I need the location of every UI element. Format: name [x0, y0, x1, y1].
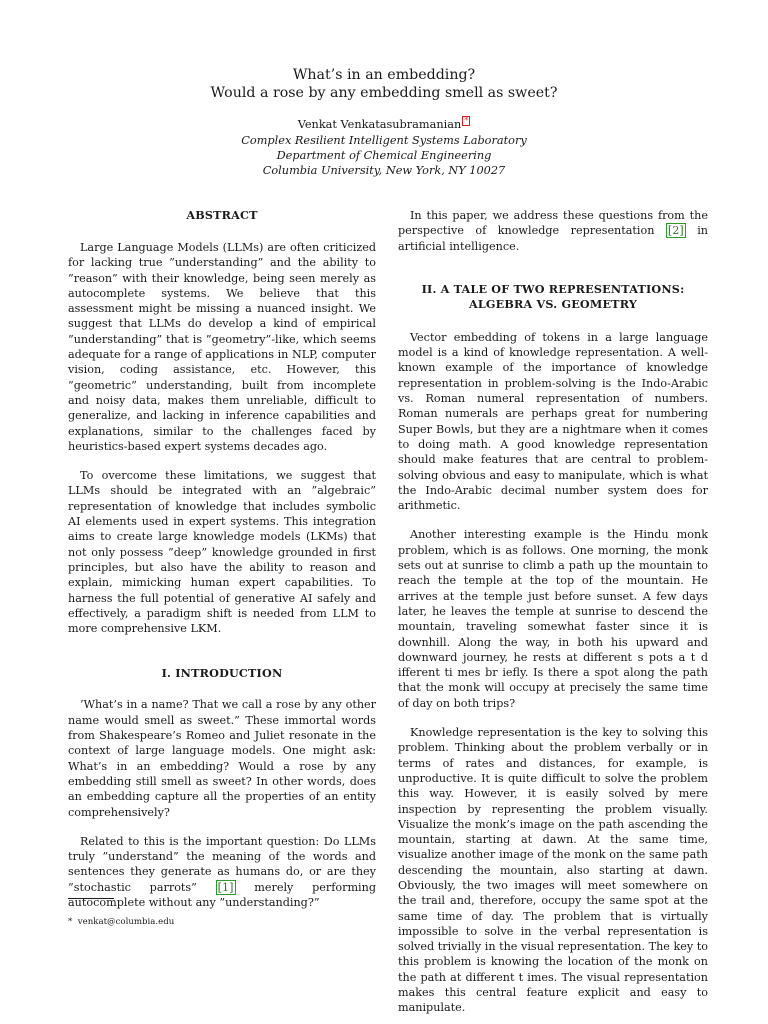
author-block [0, 116, 768, 178]
section-2-paragraph-1: Vector embedding of tokens in a large language model is a kind of knowledge representation. A well-known example of the importance of knowledge representation in problem-solving is the Indo-Arabic vs. Roman numeral representation of numbers. Roman numerals are perhaps great for numbering Super Bowls, but they are a nightmare when it comes to doing math. A good knowledge representation should make features that are central to problem-solving obvious and easy to manipulate, which is what the Indo-Arabic decimal number system does for arithmetic. [398, 330, 708, 513]
right-intro-text-a: In this paper, we address these questions from the perspective of knowledge representation [398, 209, 708, 238]
paper-title [0, 66, 768, 102]
abstract-paragraph-1: Large Language Models (LLMs) are often criticized for lacking true ”understanding” and the ability to ”reason” with their knowledge, being seen merely as autocomplete systems. We believe that this assessment might be missing a nuanced insight. We suggest that LLMs do develop a kind of empirical ”understanding” that is ”geometry”-like, which seems adequate for a range of applications in NLP, computer vision, coding assistance, etc. However, this ”geometric” understanding, built from incomplete and noisy data, makes them unreliable, difficult to generalize, and lacking in inference capabilities and explanations, similar to the challenges faced by heuristics-based expert systems decades ago. [68, 241, 376, 453]
footnote-email[interactable]: venkat@columbia.edu [77, 917, 175, 927]
section-2-heading-line-2: ALGEBRA VS. GEOMETRY [468, 296, 638, 311]
affiliation-department: Department of Chemical Engineering [276, 148, 492, 162]
section-2-heading-line-1: II. A TALE OF TWO REPRESENTATIONS: [421, 281, 685, 296]
citation-link-2[interactable]: [2] [667, 224, 684, 238]
section-2-paragraph-2: Another interesting example is the Hindu monk problem, which is as follows. One morning, the monk sets out at sunrise to climb a path up the mountain to reach the temple at the top of the mountain. He arrives at the temple just before sunset. A few days later, he leaves the temple at sunrise to descend the mountain, traveling somewhat faster since it is downhill. Along the way, in both his upward and downward journey, he rests at different s pots a t d ifferent ti mes br iefly. Is there a spot along the path that the monk will occupy at precisely the same time of day on both trips? [398, 528, 708, 710]
citation-link-1[interactable]: [1] [217, 880, 234, 894]
abstract-paragraph-2: To overcome these limitations, we suggest that LLMs should be integrated with an ”algebraic” representation of knowledge that includes symbolic AI elements used in expert systems. This integration aims to create large knowledge models (LKMs) that not only possess ”deep” knowledge grounded in first principles, but also have the ability to reason and explain, mimicking human expert capabilities. To harness the full potential of generative AI safely and effectively, a paradigm shift is needed from LLM to more comprehensive LKM. [68, 469, 376, 636]
title-line-2: Would a rose by any embedding smell as sweet? [210, 85, 558, 101]
section-2-heading [398, 282, 708, 312]
right-intro-text-b: in artificial intelligence. [398, 224, 708, 253]
intro-p2-text-a: Related to this is the important question: Do LLMs truly ”understand” the meaning of the words and sentences they generate as humans do, or are they ”stochastic parrots” [68, 834, 376, 894]
footnote-rule [68, 898, 114, 899]
abstract-heading: ABSTRACT [186, 208, 258, 222]
section-2-paragraph-3: Knowledge representation is the key to solving this problem. Thinking about the problem verbally or in terms of rates and distances, for example, is unproductive. It is quite difficult to solve the problem this way. However, it is easily solved by mere inspection by representing the problem visually. Visualize the monk’s image on the path ascending the mountain, starting at dawn. At the same time, visualize another image of the monk on the same path descending the mountain, also starting at dawn. Obviously, the two images will meet somewhere on the trail and, therefore, occupy the same spot at the same time of day. The problem that is virtually impossible to solve in the verbal representation is solved trivially in the visual representation. The key to this problem is knowing the location of the monk on the path at different t imes. The visual representation makes this central feature explicit and easy to manipulate. [398, 726, 708, 1015]
title-line-1: What’s in an embedding? [292, 67, 476, 83]
author-footnote-link[interactable]: * [464, 116, 469, 125]
right-column [398, 208, 708, 1016]
footnote [68, 898, 368, 928]
affiliation-lab: Complex Resilient Intelligent Systems Laboratory [241, 133, 527, 147]
footnote-mark: * [68, 917, 73, 927]
left-column [68, 208, 376, 910]
introduction-heading: I. INTRODUCTION [161, 666, 283, 681]
intro-paragraph-1: ’What’s in a name? That we call a rose by any other name would smell as sweet.” These immortal words from Shakespeare’s Romeo and Juliet resonate in the context of large language models. One might ask: What’s in an embedding? Would a rose by any embedding still smell as sweet? In other words, does an embedding capture all the properties of an entity comprehensively? [68, 698, 376, 819]
intro-p2-text-b: merely performing autocomplete without any ”understanding?” [68, 880, 376, 909]
right-intro-paragraph [398, 208, 708, 254]
author-name: Venkat Venkatasubramanian [297, 117, 462, 131]
affiliation-university: Columbia University, New York, NY 10027 [262, 163, 506, 177]
